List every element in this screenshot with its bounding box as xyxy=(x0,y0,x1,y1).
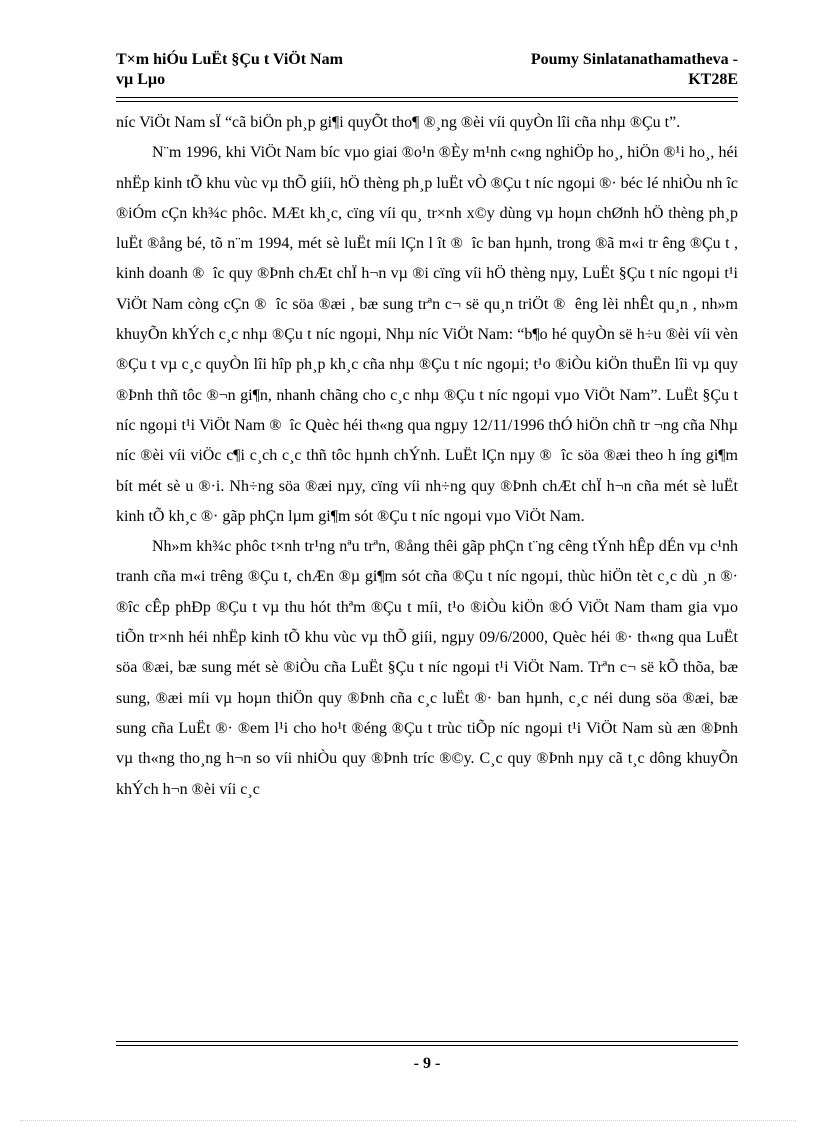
footer-rule-bottom xyxy=(116,1045,738,1046)
page-header xyxy=(116,50,738,90)
footer-rule-top xyxy=(116,1041,738,1042)
paragraph: Nh»m kh¾c phôc t×nh tr¹ng nªu trªn, ®ång thêi gãp phÇn t¨ng cêng tÝnh hÊp dÉn vµ c¹nh tranh cña m«i trêng ®Çu t, chÆn ®µ gi¶m sót cña ®Çu t níc ngoµi, thùc hiÖn tèt c¸c dù ¸n ®· ®îc cÊp phÐp ®Çu t vµ thu hót thªm ®Çu t míi, t¹o ®iÒu kiÖn ®Ó ViÖt Nam tham gia vµo tiÕn tr×nh héi nhËp kinh tÕ khu vùc vµ thÕ giíi, ngµy 09/6/2000, Quèc héi ®· th«ng qua LuËt söa ®æi, bæ sung mét sè ®iÒu cña LuËt §Çu t níc ngoµi t¹i ViÖt Nam. Trªn c¬ së kÕ thõa, bæ sung, ®æi míi vµ hoµn thiÖn quy ®Þnh cña c¸c luËt ®· ban hµnh, c¸c néi dung söa ®æi, bæ sung cña LuËt ®· ®em l¹i cho ho¹t ®éng ®Çu t trùc tiÕp níc ngoµi t¹i ViÖt Nam sù æn ®Þnh vµ th«ng tho¸ng h¬n so víi nhiÒu quy ®Þnh tríc ®©y. C¸c quy ®Þnh nµy cã t¸c dông khuyÕn khÝch h¬n ®èi víi c¸c xyxy=(116,538,738,798)
header-author xyxy=(458,50,738,90)
paragraph: N¨m 1996, khi ViÖt Nam bíc vµo giai ®o¹n ®Èy m¹nh c«ng nghiÖp ho¸, hiÖn ®¹i ho¸, héi nhËp kinh tÕ khu vùc vµ thÕ giíi, hÖ thèng ph¸p luËt vÒ ®Çu t níc ngoµi ®· béc lé nhiÒu nh îc ®iÓm cÇn kh¾c phôc. MÆt kh¸c, cïng víi qu¸ tr×nh x©y dùng vµ hoµn chØnh hÖ thèng ph¸p luËt ®ång bé, tõ n¨m 1994, mét sè luËt míi lÇn l ît ® îc ban hµnh, trong ®ã m«i tr êng ®Çu t , kinh doanh ® îc quy ®Þnh chÆt chÏ h¬n vµ ®i cïng víi hÖ thèng nµy, LuËt §Çu t níc ngoµi t¹i ViÖt Nam còng cÇn ® îc söa ®æi , bæ sung trªn c¬ së qu¸n triÖt ® êng lèi nhÊt qu¸n , nh»m khuyÕn khÝch c¸c nhµ ®Çu t níc ngoµi, Nhµ níc ViÖt Nam: “b¶o hé quyÒn së h÷u ®èi víi vèn ®Çu t vµ c¸c quyÒn lîi hîp ph¸p kh¸c cña nhµ ®Çu t níc ngoµi; t¹o ®iÒu kiÖn thuËn lîi vµ quy ®Þnh thñ tôc ®¬n gi¶n, nhanh chãng cho c¸c nhµ ®Çu t níc ngoµi vµo ViÖt Nam”. LuËt §Çu t níc ngoµi t¹i ViÖt Nam ® îc Quèc héi th«ng qua ngµy 12/11/1996 thÓ hiÖn chñ tr ¬ng cña Nhµ níc ®èi víi viÖc c¶i c¸ch c¸c thñ tôc hµnh chÝnh. LuËt lÇn nµy ® îc söa ®æi theo h íng gi¶m bít mét sè u ®·i. Nh÷ng söa ®æi nµy, cïng víi nh÷ng quy ®Þnh chÆt chÏ h¬n cña mét sè luËt kinh tÕ kh¸c ®· gãp phÇn lµm gi¶m sót ®Çu t níc ngoµi vµo ViÖt Nam. xyxy=(116,144,738,525)
paragraph-continued: níc ViÖt Nam sÏ “cã biÖn ph¸p gi¶i quyÕt tho¶ ®¸ng ®èi víi quyÒn lîi cña nhµ ®Çu t”. xyxy=(116,114,681,131)
header-title-line1: T×m hiÓu LuËt §Çu t ViÖt Nam xyxy=(116,51,343,68)
header-rule-top xyxy=(116,97,738,98)
page-number: - 9 - xyxy=(413,1055,441,1072)
header-title xyxy=(116,50,416,90)
header-author-line2: KT28E xyxy=(688,71,738,88)
header-rule-bottom xyxy=(116,101,738,102)
page-edge-divider xyxy=(20,1120,796,1121)
header-title-line2: vµ Lµo xyxy=(116,71,166,88)
body-text xyxy=(116,108,738,805)
header-author-line1: Poumy Sinlatanathamatheva - xyxy=(530,51,738,68)
